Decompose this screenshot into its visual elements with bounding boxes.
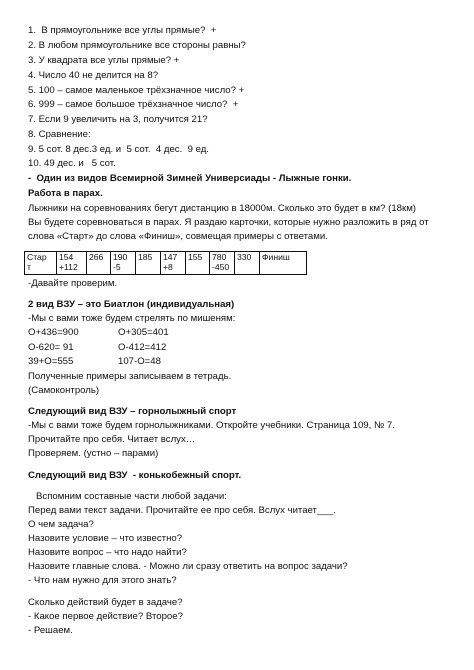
ski-text-1: Лыжники на соревнованиях бегут дистанцию в 18000м. Сколько это будет в км? (18км) [28, 203, 416, 214]
question-6: 6. 999 – самое большое трёхзначное число? + [28, 99, 239, 110]
question-9: 9. 5 сот. 8 дес.3 ед. и 5 сот. 4 дес. 9 ед. [28, 144, 209, 155]
alpine-heading: Следующий вид ВЗУ – горнолыжный спорт [28, 406, 237, 417]
check-text: -Давайте проверим. [28, 278, 118, 289]
card: 190 -5 [111, 252, 136, 275]
example-3a: 39+О=555 [28, 356, 74, 367]
card: 155 [186, 252, 210, 275]
skating-line-1: Вспомним составные части любой задачи: [36, 491, 227, 502]
skating-line-4: Назовите условие – что известно? [28, 533, 183, 544]
biathlon-heading: 2 вид ВЗУ – это Биатлон (индивидуальная) [28, 299, 235, 310]
question-2: 2. В любом прямоугольнике все стороны равны? [28, 40, 246, 51]
question-4: 4. Число 40 не делится на 8? [28, 70, 159, 81]
example-2a: О-620= 91 [28, 342, 74, 353]
skating-heading: Следующий вид ВЗУ - конькобежный спорт. [28, 470, 242, 481]
final-line-3: - Решаем. [28, 625, 73, 636]
cards-row [25, 252, 307, 275]
card-finish: Финиш [260, 252, 307, 275]
alpine-line-3: Проверяем. (устно – парами) [28, 448, 159, 459]
skating-line-2: Перед вами текст задачи. Прочитайте ее про себя. Вслух читает___. [28, 505, 336, 516]
card-start: Стар т [25, 252, 57, 275]
card: 780 -450 [210, 252, 235, 275]
biathlon-intro: -Мы с вами тоже будем стрелять по мишеням: [28, 313, 236, 324]
question-8: 8. Сравнение: [28, 129, 91, 140]
question-7: 7. Если 9 увеличить на 3, получится 21? [28, 114, 208, 125]
question-5: 5. 100 – самое маленькое трёхзначное число? + [28, 85, 245, 96]
example-1a: О+436=900 [28, 327, 79, 338]
card: 147 +8 [161, 252, 186, 275]
card: 266 [87, 252, 111, 275]
card: 330 [235, 252, 260, 275]
biathlon-note-2: (Самоконтроль) [28, 385, 100, 396]
question-10: 10. 49 дес. и 5 сот. [28, 158, 116, 169]
biathlon-note-1: Полученные примеры записываем в тетрадь. [28, 371, 232, 382]
card: 154 +112 [57, 252, 87, 275]
skating-line-5: Назовите вопрос – что надо найти? [28, 547, 187, 558]
final-line-1: Сколько действий будет в задаче? [28, 597, 183, 608]
skating-line-6: Назовите главные слова. - Можно ли сразу ответить на вопрос задачи? [28, 561, 348, 572]
ski-text-2: Вы будете соревноваться в парах. Я раздаю карточки, которые нужно разложить в ряд от [28, 217, 429, 228]
ski-heading: - Один из видов Всемирной Зимней Универсиады - Лыжные гонки. [28, 173, 352, 184]
card: 185 [136, 252, 161, 275]
example-2b: О-412=412 [118, 342, 167, 353]
alpine-line-2: Прочитайте про себя. Читает вслух… [28, 434, 196, 445]
pair-work-heading: Работа в парах. [28, 188, 103, 199]
question-1: 1. В прямоугольнике все углы прямые? + [28, 25, 217, 36]
example-1b: О+305=401 [118, 327, 169, 338]
alpine-line-1: -Мы с вами тоже будем горнолыжниками. Откройте учебники. Страница 109, № 7. [28, 420, 395, 431]
cards-table [24, 251, 307, 275]
ski-text-3: слова «Старт» до слова «Финиш», совмещая примеры с ответами. [28, 231, 328, 242]
example-3b: 107-О=48 [118, 356, 161, 367]
skating-line-7: - Что нам нужно для этого знать? [28, 575, 177, 586]
final-line-2: - Какое первое действие? Второе? [28, 611, 183, 622]
skating-line-3: О чем задача? [28, 519, 94, 530]
question-3: 3. У квадрата все углы прямые? + [28, 55, 180, 66]
